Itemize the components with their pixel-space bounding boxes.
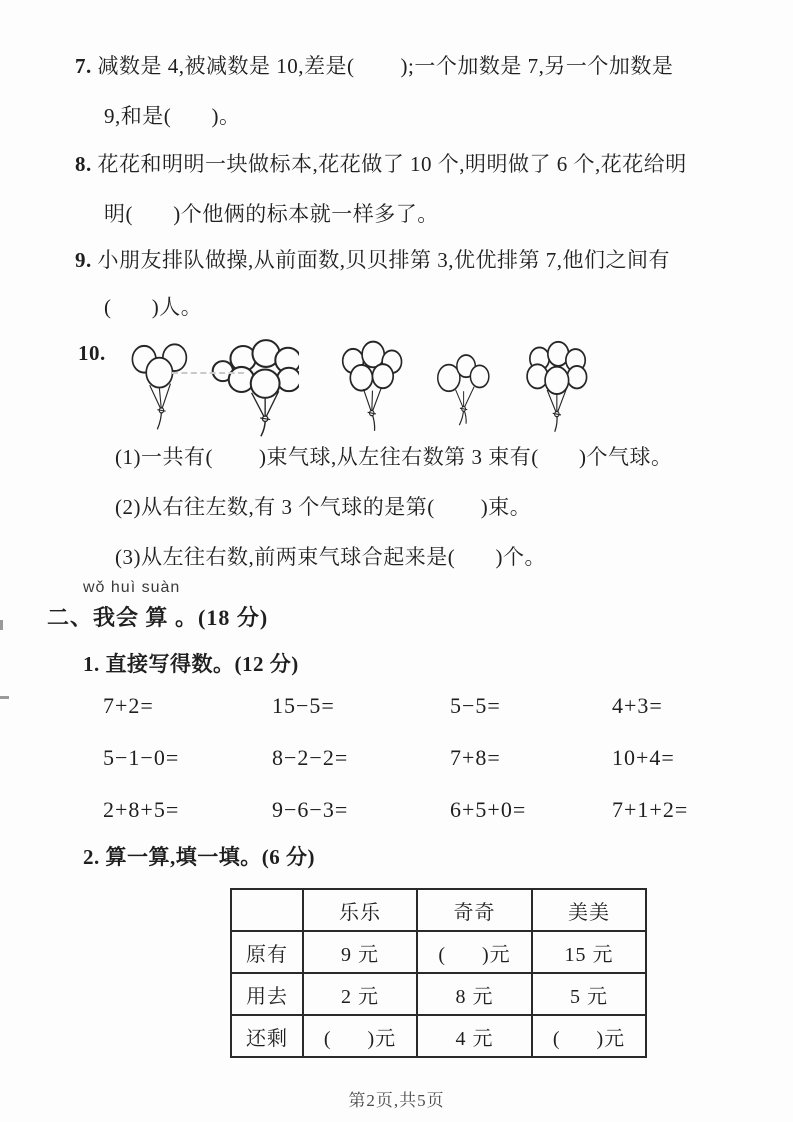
page-footer: 第2页,共5页: [348, 1091, 445, 1110]
row-label: 原有: [231, 931, 303, 973]
section-2-pinyin: wǒ huì suàn: [83, 579, 181, 596]
math-problem: 2+8+5=: [103, 797, 180, 822]
question-9-line-2: ( )人。: [104, 295, 203, 319]
math-problem: 9−6−3=: [272, 797, 349, 822]
math-problem: 7+1+2=: [612, 797, 689, 822]
balloon-bunch-4: [431, 344, 495, 434]
row-label: 还剩: [231, 1015, 303, 1057]
math-problem: 10+4=: [612, 745, 675, 770]
table-header-lele: 乐乐: [303, 889, 417, 931]
scan-edge-mark: [0, 696, 9, 699]
question-8-number: 8.: [75, 152, 92, 176]
math-problem: 6+5+0=: [450, 797, 527, 822]
table-cell: 2 元: [303, 973, 417, 1015]
question-8-line-1: [75, 152, 687, 177]
row-label: 用去: [231, 973, 303, 1015]
math-problem: 5−5=: [450, 693, 501, 718]
math-problem: 4+3=: [612, 693, 663, 718]
question-7-text: 减数是 4,被减数是 10,差是( );一个加数是 7,另一个加数是: [97, 54, 674, 78]
section-2-title: 二、我会 算 。(18 分): [47, 605, 269, 630]
balloon-bunch-5: [516, 337, 588, 435]
table-cell: 9 元: [303, 931, 417, 973]
math-problem: 15−5=: [272, 693, 335, 718]
math-problem: 7+8=: [450, 745, 501, 770]
table-cell: ( )元: [417, 931, 532, 973]
money-table: [230, 888, 647, 1058]
table-header-row: [231, 889, 646, 931]
question-10-sub-2: (2)从右往左数,有 3 个气球的是第( )束。: [115, 495, 532, 519]
table-header-blank: [231, 889, 303, 931]
question-7-line-1: [75, 54, 673, 79]
math-problem: 8−2−2=: [272, 745, 349, 770]
balloon-bunch-2: [211, 336, 299, 438]
question-10-number: 10.: [78, 341, 106, 365]
table-header-qiqi: 奇奇: [417, 889, 532, 931]
fill-table-title: 2. 算一算,填一填。(6 分): [83, 845, 315, 869]
table-cell: 4 元: [417, 1015, 532, 1057]
table-row: [231, 973, 646, 1015]
scan-edge-mark: [0, 620, 3, 630]
question-10-sub-3: (3)从左往右数,前两束气球合起来是( )个。: [115, 545, 546, 569]
math-problem: 5−1−0=: [103, 745, 180, 770]
question-9-line-1: [75, 248, 670, 273]
question-10-sub-1: (1)一共有( )束气球,从左往右数第 3 束有( )个气球。: [115, 445, 673, 469]
math-problems-grid: [103, 693, 763, 849]
table-header-meimei: 美美: [532, 889, 646, 931]
balloon-bunch-3: [333, 336, 405, 434]
question-8-line-2: 明( )个他俩的标本就一样多了。: [104, 202, 439, 226]
question-7-line-2: 9,和是( )。: [104, 104, 241, 128]
question-7-number: 7.: [75, 54, 92, 78]
scan-artifact-dash: [172, 372, 244, 374]
direct-calc-title: 1. 直接写得数。(12 分): [83, 652, 299, 676]
question-8-text: 花花和明明一块做标本,花花做了 10 个,明明做了 6 个,花花给明: [97, 152, 687, 176]
balloon-bunch-1: [122, 338, 194, 434]
table-row: [231, 1015, 646, 1057]
table-cell: 15 元: [532, 931, 646, 973]
math-problem: 7+2=: [103, 693, 154, 718]
table-cell: 5 元: [532, 973, 646, 1015]
question-9-number: 9.: [75, 248, 92, 272]
table-cell: ( )元: [532, 1015, 646, 1057]
table-row: [231, 931, 646, 973]
table-cell: ( )元: [303, 1015, 417, 1057]
question-9-text: 小朋友排队做操,从前面数,贝贝排第 3,优优排第 7,他们之间有: [97, 248, 670, 272]
table-cell: 8 元: [417, 973, 532, 1015]
